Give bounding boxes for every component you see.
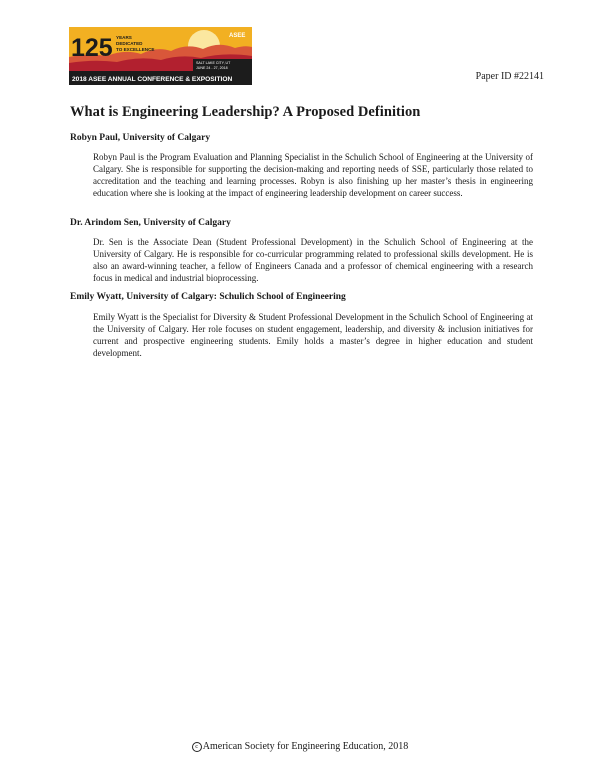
copyright-icon: c bbox=[192, 742, 202, 752]
logo-tagline-2: DEDICATED bbox=[116, 41, 143, 46]
paper-title: What is Engineering Leadership? A Proposed Definition bbox=[70, 104, 421, 120]
author-bio-3: Emily Wyatt is the Specialist for Diversity & Student Professional Development in the Schulich School of Engineering at the University of Calgary. Her role focuses on student engagement, leadership, and diversity & inclusion initiatives for current and prospective engineering students. Emily holds a master’s degree in higher education and student development. bbox=[93, 312, 533, 359]
author-name-3: Emily Wyatt, University of Calgary: Schulich School of Engineering bbox=[70, 292, 346, 302]
author-name-2: Dr. Arindom Sen, University of Calgary bbox=[70, 218, 231, 228]
author-bio-2: Dr. Sen is the Associate Dean (Student Professional Development) in the Schulich School of Engineering at the University of Calgary. He is responsible for co-curricular programming related to professional skills development. He is also an award-winning teacher, a fellow of Engineers Canada and a professor of chemical engineering with a research focus in medical and industrial bioprocessing. bbox=[93, 237, 533, 284]
author-bio-1: Robyn Paul is the Program Evaluation and Planning Specialist in the Schulich School of Engineering at the University of Calgary. She is responsible for supporting the decision-making and reporting needs of SSE, particularly those related to accreditation and the teaching and learning processes. Robyn is also finishing up her master’s thesis in engineering education where she is looking at the impact of engineering leadership development on career success. bbox=[93, 152, 533, 199]
logo-125: 125 bbox=[71, 34, 113, 62]
footer-text: American Society for Engineering Education, 2018 bbox=[202, 741, 409, 752]
logo-sub-line-2: JUNE 24 - 27, 2018 bbox=[196, 66, 228, 70]
author-name-1: Robyn Paul, University of Calgary bbox=[70, 133, 211, 143]
logo-asee-badge: ASEE bbox=[229, 33, 246, 39]
conference-banner-logo bbox=[69, 27, 252, 85]
page-footer bbox=[0, 741, 600, 752]
paper-id: Paper ID #22141 bbox=[475, 71, 544, 82]
logo-sub-line-1: SALT LAKE CITY, UT bbox=[196, 61, 231, 65]
logo-event-label: 2018 ASEE ANNUAL CONFERENCE & EXPOSITION bbox=[72, 76, 233, 83]
logo-tagline-3: TO EXCELLENCE bbox=[116, 47, 155, 52]
conference-logo-graphic bbox=[69, 27, 252, 85]
logo-tagline-1: YEARS bbox=[116, 35, 132, 40]
